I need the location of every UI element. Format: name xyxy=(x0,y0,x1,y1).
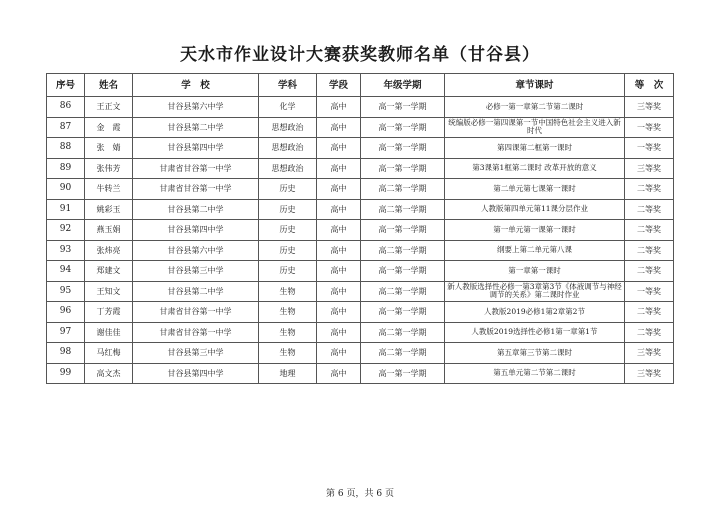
cell-subject: 思想政治 xyxy=(259,138,317,159)
cell-award: 一等奖 xyxy=(625,117,674,138)
cell-name: 金 霞 xyxy=(85,117,133,138)
cell-stage: 高中 xyxy=(317,302,361,323)
cell-name: 谢佳佳 xyxy=(85,322,133,343)
table-row xyxy=(47,97,674,118)
cell-subject: 生物 xyxy=(259,302,317,323)
cell-subject: 地理 xyxy=(259,363,317,384)
cell-award: 三等奖 xyxy=(625,158,674,179)
table-row xyxy=(47,261,674,282)
cell-grade-term: 高一第一学期 xyxy=(361,302,445,323)
cell-stage: 高中 xyxy=(317,199,361,220)
cell-grade-term: 高一第一学期 xyxy=(361,117,445,138)
cell-grade-term: 高二第一学期 xyxy=(361,179,445,200)
cell-school: 甘肃省甘谷第一中学 xyxy=(133,322,259,343)
cell-number: 86 xyxy=(47,97,85,118)
cell-grade-term: 高一第一学期 xyxy=(361,220,445,241)
cell-name: 姚彩玉 xyxy=(85,199,133,220)
table-row xyxy=(47,302,674,323)
cell-school: 甘谷县第四中学 xyxy=(133,363,259,384)
cell-school: 甘谷县第六中学 xyxy=(133,240,259,261)
cell-stage: 高中 xyxy=(317,363,361,384)
cell-award: 二等奖 xyxy=(625,199,674,220)
cell-name: 王知文 xyxy=(85,281,133,302)
cell-grade-term: 高一第一学期 xyxy=(361,261,445,282)
cell-stage: 高中 xyxy=(317,261,361,282)
cell-name: 张伟芳 xyxy=(85,158,133,179)
cell-stage: 高中 xyxy=(317,240,361,261)
cell-number: 99 xyxy=(47,363,85,384)
cell-name: 牛转兰 xyxy=(85,179,133,200)
table-row xyxy=(47,220,674,241)
cell-chapter: 人教版第四单元第11课分层作业 xyxy=(445,199,625,220)
cell-stage: 高中 xyxy=(317,138,361,159)
cell-award: 三等奖 xyxy=(625,343,674,364)
cell-stage: 高中 xyxy=(317,281,361,302)
cell-grade-term: 高一第一学期 xyxy=(361,97,445,118)
cell-number: 87 xyxy=(47,117,85,138)
cell-school: 甘谷县第二中学 xyxy=(133,199,259,220)
cell-subject: 历史 xyxy=(259,199,317,220)
cell-stage: 高中 xyxy=(317,158,361,179)
cell-number: 95 xyxy=(47,281,85,302)
header-cell: 学段 xyxy=(317,74,361,97)
header-cell: 序号 xyxy=(47,74,85,97)
cell-name: 高文杰 xyxy=(85,363,133,384)
cell-subject: 生物 xyxy=(259,343,317,364)
cell-school: 甘谷县第三中学 xyxy=(133,343,259,364)
cell-award: 一等奖 xyxy=(625,281,674,302)
cell-subject: 历史 xyxy=(259,240,317,261)
document-title: 天水市作业设计大赛获奖教师名单（甘谷县） xyxy=(180,45,540,65)
cell-subject: 历史 xyxy=(259,179,317,200)
cell-grade-term: 高一第一学期 xyxy=(361,138,445,159)
table-row xyxy=(47,179,674,200)
cell-stage: 高中 xyxy=(317,179,361,200)
cell-stage: 高中 xyxy=(317,117,361,138)
cell-subject: 历史 xyxy=(259,261,317,282)
cell-school: 甘谷县第三中学 xyxy=(133,261,259,282)
header-cell: 学 校 xyxy=(133,74,259,97)
cell-stage: 高中 xyxy=(317,220,361,241)
cell-subject: 思想政治 xyxy=(259,158,317,179)
header-cell: 等 次 xyxy=(625,74,674,97)
table-row xyxy=(47,117,674,138)
cell-name: 马红梅 xyxy=(85,343,133,364)
cell-stage: 高中 xyxy=(317,97,361,118)
cell-award: 二等奖 xyxy=(625,302,674,323)
cell-grade-term: 高二第一学期 xyxy=(361,322,445,343)
cell-name: 王正文 xyxy=(85,97,133,118)
cell-chapter: 第3课第1框第二课时 改革开放的意义 xyxy=(445,158,625,179)
header-cell: 年级学期 xyxy=(361,74,445,97)
cell-award: 二等奖 xyxy=(625,261,674,282)
table-row xyxy=(47,199,674,220)
cell-grade-term: 高二第一学期 xyxy=(361,281,445,302)
cell-chapter: 人教版2019选择性必修1第一章第1节 xyxy=(445,322,625,343)
cell-chapter: 第五单元第二节第二课时 xyxy=(445,363,625,384)
cell-school: 甘肃省甘谷第一中学 xyxy=(133,302,259,323)
cell-stage: 高中 xyxy=(317,343,361,364)
cell-award: 二等奖 xyxy=(625,240,674,261)
cell-number: 89 xyxy=(47,158,85,179)
cell-number: 98 xyxy=(47,343,85,364)
cell-number: 96 xyxy=(47,302,85,323)
cell-subject: 化学 xyxy=(259,97,317,118)
cell-name: 丁芳霞 xyxy=(85,302,133,323)
table-row xyxy=(47,158,674,179)
table-row xyxy=(47,343,674,364)
table-body xyxy=(47,97,674,384)
page-number: 第 6 页，共 6 页 xyxy=(326,489,394,499)
cell-chapter: 新人教版选择性必修一第3章第3节《体液调节与神经调节的关系》第二课时作业 xyxy=(445,281,625,302)
cell-grade-term: 高一第一学期 xyxy=(361,158,445,179)
cell-name: 郑建文 xyxy=(85,261,133,282)
cell-chapter: 必修一第一章第二节第二课时 xyxy=(445,97,625,118)
cell-school: 甘谷县第六中学 xyxy=(133,97,259,118)
header-cell: 学科 xyxy=(259,74,317,97)
cell-grade-term: 高一第一学期 xyxy=(361,363,445,384)
cell-grade-term: 高二第一学期 xyxy=(361,343,445,364)
cell-award: 二等奖 xyxy=(625,220,674,241)
cell-school: 甘谷县第二中学 xyxy=(133,117,259,138)
cell-name: 张炜亮 xyxy=(85,240,133,261)
cell-school: 甘肃省甘谷第一中学 xyxy=(133,158,259,179)
table-row xyxy=(47,281,674,302)
cell-chapter: 纲要上第二单元第八课 xyxy=(445,240,625,261)
cell-subject: 生物 xyxy=(259,322,317,343)
header-cell: 章节课时 xyxy=(445,74,625,97)
cell-number: 94 xyxy=(47,261,85,282)
cell-subject: 思想政治 xyxy=(259,117,317,138)
table-row xyxy=(47,363,674,384)
cell-stage: 高中 xyxy=(317,322,361,343)
cell-number: 90 xyxy=(47,179,85,200)
cell-number: 91 xyxy=(47,199,85,220)
cell-award: 三等奖 xyxy=(625,97,674,118)
cell-grade-term: 高二第一学期 xyxy=(361,240,445,261)
table-row xyxy=(47,138,674,159)
cell-chapter: 第四课第二框第一课时 xyxy=(445,138,625,159)
table-row xyxy=(47,322,674,343)
cell-chapter: 第二单元第七课第一课时 xyxy=(445,179,625,200)
cell-number: 92 xyxy=(47,220,85,241)
cell-number: 88 xyxy=(47,138,85,159)
cell-school: 甘谷县第四中学 xyxy=(133,220,259,241)
cell-subject: 生物 xyxy=(259,281,317,302)
cell-school: 甘肃省甘谷第一中学 xyxy=(133,179,259,200)
cell-number: 93 xyxy=(47,240,85,261)
cell-school: 甘谷县第二中学 xyxy=(133,281,259,302)
cell-subject: 历史 xyxy=(259,220,317,241)
cell-chapter: 人教版2019必修1第2章第2节 xyxy=(445,302,625,323)
cell-chapter: 第五章第三节第二课时 xyxy=(445,343,625,364)
cell-number: 97 xyxy=(47,322,85,343)
cell-award: 一等奖 xyxy=(625,138,674,159)
cell-award: 二等奖 xyxy=(625,179,674,200)
cell-name: 张 婧 xyxy=(85,138,133,159)
cell-award: 三等奖 xyxy=(625,363,674,384)
award-table xyxy=(46,73,674,384)
cell-award: 二等奖 xyxy=(625,322,674,343)
cell-chapter: 统编版必修一第四课第一节中国特色社会主义进入新时代 xyxy=(445,117,625,138)
cell-school: 甘谷县第四中学 xyxy=(133,138,259,159)
table-header-row xyxy=(47,74,674,97)
header-cell: 姓名 xyxy=(85,74,133,97)
cell-chapter: 第一单元第一课第一课时 xyxy=(445,220,625,241)
table-row xyxy=(47,240,674,261)
cell-name: 燕玉娟 xyxy=(85,220,133,241)
cell-chapter: 第一章第一课时 xyxy=(445,261,625,282)
cell-grade-term: 高二第一学期 xyxy=(361,199,445,220)
